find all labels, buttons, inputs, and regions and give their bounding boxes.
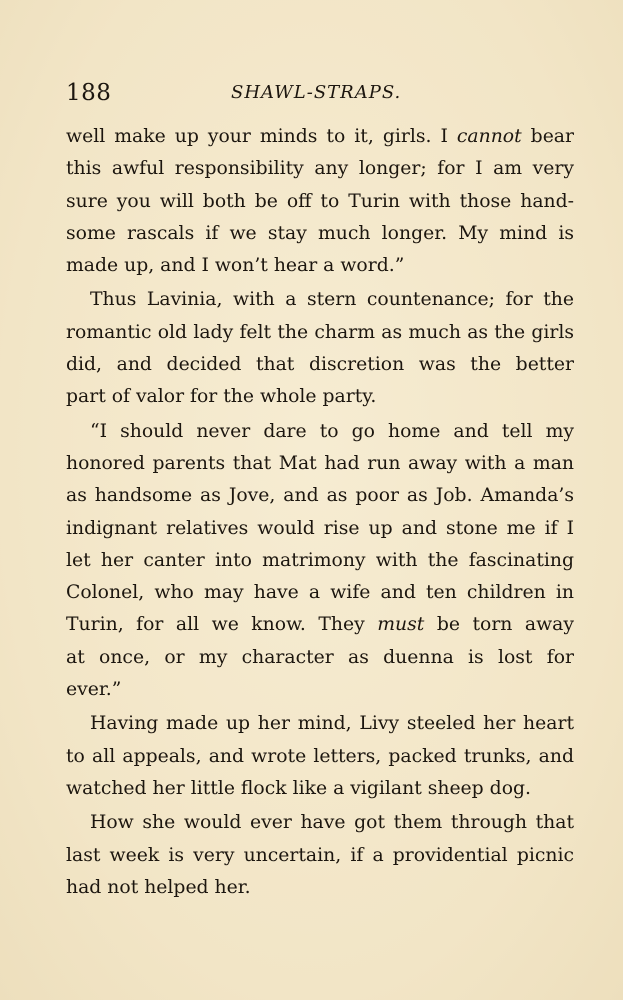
text-line: at once, or my character as duenna is lost for bbox=[66, 646, 574, 668]
text-line: honored parents that Mat had run away with a man bbox=[66, 452, 574, 474]
text-line: sure you will both be off to Turin with those hand- bbox=[66, 190, 574, 212]
text-line: Thus Lavinia, with a stern countenance; for the bbox=[90, 289, 574, 311]
text-line: romantic old lady felt the charm as much as the girls bbox=[66, 321, 574, 343]
paragraph-1 bbox=[66, 121, 574, 282]
text-line: let her canter into matrimony with the fascinating bbox=[66, 549, 574, 571]
text-line: watched her little flock like a vigilant sheep dog. bbox=[66, 777, 531, 799]
text-line: this awful responsibility any longer; for I am very bbox=[66, 158, 574, 180]
paragraph-4 bbox=[66, 708, 574, 805]
text-line: did, and decided that discretion was the better bbox=[66, 354, 574, 376]
text-line: Turin, for all we know. They must be torn away bbox=[66, 614, 574, 636]
text-line: ever.” bbox=[66, 679, 122, 701]
text-line: “I should never dare to go home and tell my bbox=[90, 420, 574, 442]
paragraph-5 bbox=[66, 807, 574, 904]
text-line: well make up your minds to it, girls. I cannot bear bbox=[66, 126, 574, 147]
running-head: SHAWL-STRAPS. bbox=[231, 82, 402, 103]
text-line: How she would ever have got them through that bbox=[90, 812, 574, 834]
emphasis: must bbox=[377, 614, 425, 636]
paragraph-2 bbox=[66, 284, 574, 413]
text-line: Having made up her mind, Livy steeled her heart bbox=[90, 713, 574, 735]
text-line: Colonel, who may have a wife and ten children in bbox=[66, 582, 574, 604]
text-line: indignant relatives would rise up and stone me if I bbox=[66, 517, 574, 539]
page-number: 188 bbox=[66, 80, 112, 106]
paragraph-3 bbox=[66, 416, 574, 707]
page-header bbox=[66, 80, 576, 112]
body-text bbox=[66, 121, 574, 904]
text-line: last week is very uncertain, if a providential picnic bbox=[66, 844, 574, 866]
text-line: had not helped her. bbox=[66, 876, 251, 898]
text-line: part of valor for the whole party. bbox=[66, 386, 377, 408]
text-line: to all appeals, and wrote letters, packed trunks, and bbox=[66, 745, 574, 767]
text-line: some rascals if we stay much longer. My mind is bbox=[66, 222, 574, 244]
text-line: as handsome as Jove, and as poor as Job. Amanda’s bbox=[66, 485, 574, 507]
emphasis: cannot bbox=[456, 126, 522, 147]
text-line: made up, and I won’t hear a word.” bbox=[66, 255, 405, 277]
